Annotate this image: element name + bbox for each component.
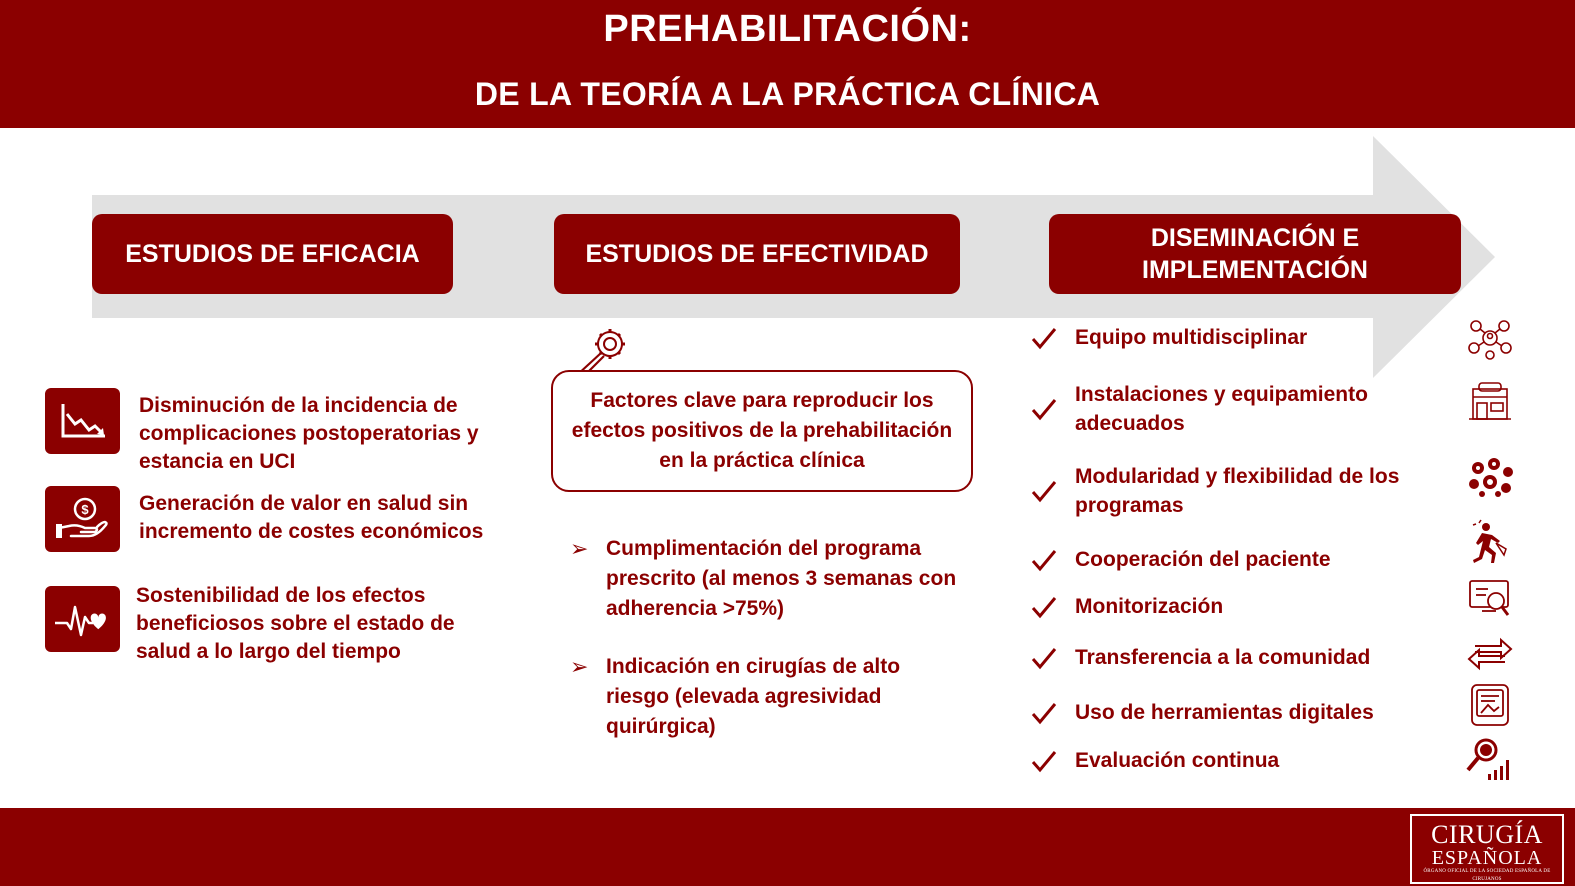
efficacy-item (45, 486, 499, 552)
efficacy-text: Sostenibilidad de los efectos beneficiosos sobre el estado de salud a lo largo del tiempo (136, 584, 455, 663)
logo-line1: CIRUGÍA (1431, 820, 1543, 849)
phase-efficacy-label: ESTUDIOS DE EFICACIA (125, 240, 420, 268)
hand-money-icon (45, 486, 120, 552)
key-factors-box (551, 370, 973, 492)
implementation-item-text: Modularidad y flexibilidad de los programas (1075, 465, 1400, 517)
page-subtitle: DE LA TEORÍA A LA PRÁCTICA CLÍNICA (474, 76, 1101, 112)
implementation-item-text: Instalaciones y equipamiento adecuados (1075, 383, 1368, 435)
footer-bar (0, 808, 1575, 886)
check-icon (1030, 749, 1075, 773)
check-icon (1030, 326, 1075, 350)
check-icon (1030, 701, 1075, 725)
efficacy-text: Generación de valor en salud sin incremento de costes económicos (139, 492, 484, 543)
logo-line2: ESPAÑOLA (1431, 847, 1543, 869)
effectiveness-item (570, 534, 970, 624)
effectiveness-item-text: Cumplimentación del programa prescrito (al menos 3 semanas con adherencia >75%) (606, 537, 957, 620)
implementation-item (1030, 592, 1223, 621)
phase-implementation (1049, 214, 1461, 294)
chevron-bullet-icon: ➢ (570, 654, 589, 679)
key-factors-text: Factores clave para reproducir los efectos positivos de la prehabilitación en la práctica clínica (571, 389, 953, 472)
chevron-bullet-icon: ➢ (570, 536, 589, 561)
implementation-item-text: Equipo multidisciplinar (1075, 326, 1308, 349)
phase-effectiveness-label: ESTUDIOS DE EFECTIVIDAD (585, 240, 929, 268)
header-banner (0, 0, 1575, 128)
phase-effectiveness (554, 214, 960, 294)
implementation-item (1030, 643, 1370, 672)
running-person-icon (1463, 520, 1517, 566)
check-icon (1030, 595, 1075, 619)
implementation-item (1030, 545, 1331, 574)
implementation-item (1030, 323, 1307, 352)
check-icon (1030, 646, 1075, 670)
heartbeat-icon (45, 586, 120, 652)
monitor-magnifier-icon (1463, 577, 1517, 623)
building-icon (1463, 378, 1517, 424)
declining-chart-icon (45, 388, 120, 454)
phase-implementation-label: DISEMINACIÓN E IMPLEMENTACIÓN (1142, 224, 1368, 284)
svg-text:$: $ (80, 502, 89, 517)
efficacy-item (45, 586, 476, 666)
implementation-item (1030, 380, 1410, 438)
check-icon (1030, 397, 1075, 421)
implementation-item-text: Transferencia a la comunidad (1075, 646, 1371, 669)
implementation-item (1030, 746, 1279, 775)
implementation-item (1030, 698, 1374, 727)
implementation-item (1030, 462, 1430, 520)
efficacy-text: Disminución de la incidencia de complicaciones postoperatorias y estancia en UCI (139, 394, 479, 473)
implementation-item-text: Monitorización (1075, 595, 1224, 618)
journal-logo (1410, 814, 1564, 884)
implementation-item-text: Cooperación del paciente (1075, 548, 1331, 571)
efficacy-item (45, 388, 494, 476)
gears-icon (1463, 453, 1517, 499)
implementation-item-text: Evaluación continua (1075, 749, 1280, 772)
page-title: PREHABILITACIÓN: (603, 8, 972, 50)
phase-efficacy (92, 214, 453, 294)
effectiveness-item (570, 652, 930, 742)
logo-line3: ÓRGANO OFICIAL DE LA SOCIEDAD ESPAÑOLA DE CIRUJANOS (1423, 869, 1551, 882)
team-network-icon (1463, 315, 1517, 361)
check-icon (1030, 548, 1075, 572)
evaluation-chart-icon (1463, 736, 1517, 782)
transfer-arrows-icon (1463, 630, 1517, 676)
digital-device-icon (1463, 682, 1517, 728)
effectiveness-item-text: Indicación en cirugías de alto riesgo (elevada agresividad quirúrgica) (606, 655, 901, 738)
check-icon (1030, 479, 1075, 503)
implementation-item-text: Uso de herramientas digitales (1075, 701, 1374, 724)
